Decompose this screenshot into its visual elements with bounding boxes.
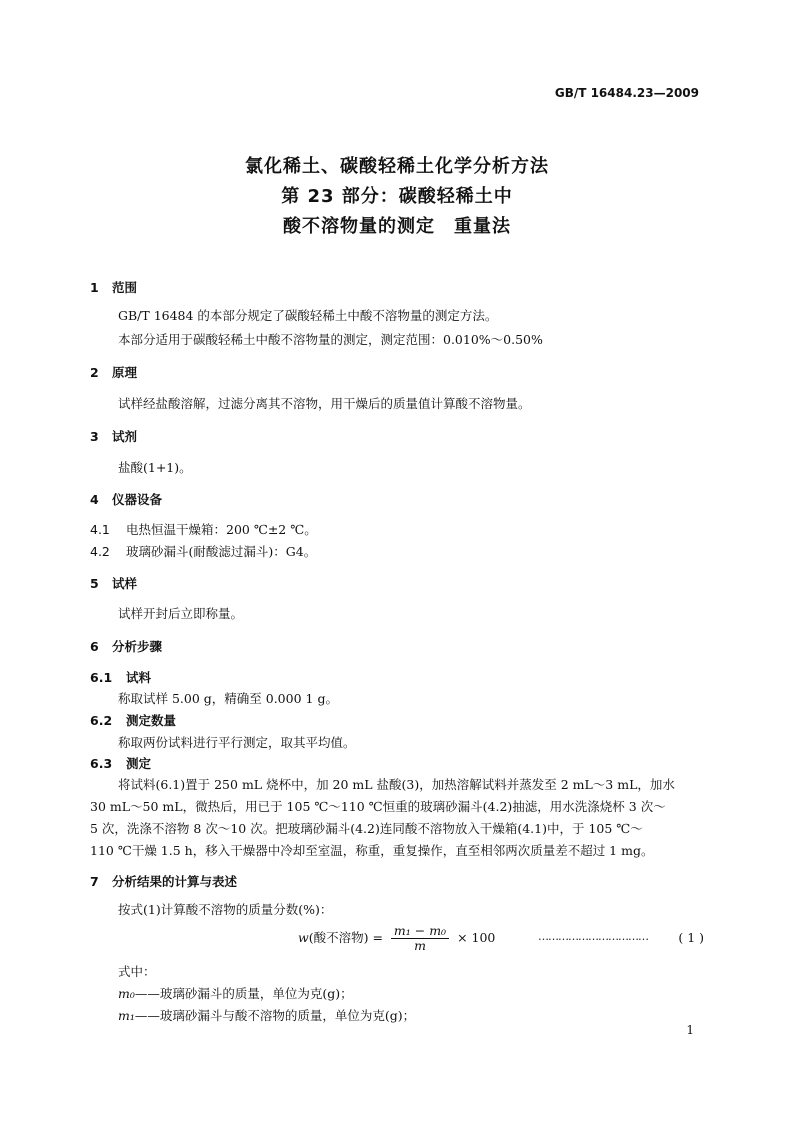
formula-leader-dots: …………………………… xyxy=(538,930,648,943)
subsection-number: 6.3 xyxy=(90,756,113,771)
section-2-paragraph: 试样经盐酸溶解，过滤分离其不溶物，用干燥后的质量值计算酸不溶物量。 xyxy=(118,396,531,411)
item-4-2 xyxy=(90,542,316,560)
subsection-6-3-line-2: 30 mL～50 mL，微热后，用已于 105 ℃～110 ℃恒重的玻璃砂漏斗(4.2)抽滤，用水洗涤烧杯 3 次～ xyxy=(90,799,666,814)
section-5-heading xyxy=(90,574,137,592)
subsection-6-3-heading xyxy=(90,754,151,772)
title-line-2: 第 23 部分：碳酸轻稀土中 xyxy=(281,186,513,207)
formula-label: ( 1 ) xyxy=(678,930,704,945)
variable-symbol: m₀ xyxy=(118,986,135,1001)
section-3-heading xyxy=(90,427,137,445)
formula-numerator: m₁ − m₀ xyxy=(391,924,449,939)
subsection-title: 测定 xyxy=(126,756,152,771)
item-number: 4.2 xyxy=(90,544,110,559)
subsection-title: 测定数量 xyxy=(126,713,177,728)
subsection-title: 试料 xyxy=(126,670,152,685)
item-text: 电热恒温干燥箱：200 ℃±2 ℃。 xyxy=(126,522,317,537)
section-5-paragraph: 试样开封后立即称量。 xyxy=(118,606,244,621)
section-title: 原理 xyxy=(112,365,138,380)
section-title: 试样 xyxy=(112,576,138,591)
section-1-paragraph-2: 本部分适用于碳酸轻稀土中酸不溶物量的测定，测定范围：0.010%～0.50% xyxy=(118,332,543,347)
section-title: 试剂 xyxy=(112,429,138,444)
subsection-6-3-line-1: 将试料(6.1)置于 250 mL 烧杯中，加 20 mL 盐酸(3)，加热溶解试料并蒸发至 2 mL～3 mL，加水 xyxy=(118,777,675,792)
section-title: 仪器设备 xyxy=(112,492,163,507)
where-label: 式中： xyxy=(118,964,156,979)
variable-description: ——玻璃砂漏斗的质量，单位为克(g)； xyxy=(134,986,353,1001)
subsection-number: 6.1 xyxy=(90,670,113,685)
item-number: 4.1 xyxy=(90,522,110,537)
section-number: 7 xyxy=(90,874,99,889)
section-1-paragraph-1: GB/T 16484 的本部分规定了碳酸轻稀土中酸不溶物量的测定方法。 xyxy=(118,308,498,323)
item-4-1 xyxy=(90,520,317,538)
variable-description: ——玻璃砂漏斗与酸不溶物的质量，单位为克(g)； xyxy=(134,1008,416,1023)
formula-1 xyxy=(298,924,495,953)
section-number: 6 xyxy=(90,639,99,654)
section-2-heading xyxy=(90,363,137,381)
section-title: 分析结果的计算与表述 xyxy=(112,874,238,889)
subsection-6-3-line-4: 110 ℃干燥 1.5 h，移入干燥器中冷却至室温，称重，重复操作，直至相邻两次质量差不超过 1 mg。 xyxy=(90,843,654,858)
section-title: 分析步骤 xyxy=(112,639,163,654)
subsection-6-1-text: 称取试样 5.00 g，精确至 0.000 1 g。 xyxy=(118,691,338,706)
formula-equals: = xyxy=(372,930,383,945)
item-text: 玻璃砂漏斗(耐酸滤过漏斗)：G4。 xyxy=(126,544,317,559)
formula-multiplier: × 100 xyxy=(457,930,496,945)
subsection-6-1-heading xyxy=(90,668,151,686)
section-7-intro: 按式(1)计算酸不溶物的质量分数(%)： xyxy=(118,902,333,917)
section-6-heading xyxy=(90,637,162,655)
section-title: 范围 xyxy=(112,280,138,295)
section-4-heading xyxy=(90,490,162,508)
subsection-6-2-text: 称取两份试料进行平行测定，取其平均值。 xyxy=(118,735,356,750)
section-number: 2 xyxy=(90,365,99,380)
formula-lhs-argument: (酸不溶物) xyxy=(308,930,369,945)
variable-m0-definition xyxy=(118,984,353,1002)
section-number: 4 xyxy=(90,492,99,507)
formula-denominator: m xyxy=(414,938,426,953)
section-number: 3 xyxy=(90,429,99,444)
page-number: 1 xyxy=(686,1023,694,1037)
subsection-number: 6.2 xyxy=(90,713,113,728)
section-7-heading xyxy=(90,872,237,890)
variable-symbol: m₁ xyxy=(118,1008,135,1023)
formula-lhs-variable: w xyxy=(298,930,309,945)
section-3-paragraph: 盐酸(1+1)。 xyxy=(118,460,192,475)
variable-m1-definition xyxy=(118,1006,415,1024)
formula-fraction xyxy=(391,924,449,953)
standard-number: GB/T 16484.23—2009 xyxy=(554,86,699,100)
title-line-3: 酸不溶物量的测定 重量法 xyxy=(283,216,511,237)
title-line-1: 氯化稀土、碳酸轻稀土化学分析方法 xyxy=(245,156,549,177)
subsection-6-3-line-3: 5 次，洗涤不溶物 8 次～10 次。把玻璃砂漏斗(4.2)连同酸不溶物放入干燥箱(4.1)中，于 105 ℃～ xyxy=(90,821,643,836)
subsection-6-2-heading xyxy=(90,711,176,729)
section-number: 1 xyxy=(90,280,99,295)
section-1-heading xyxy=(90,278,137,296)
section-number: 5 xyxy=(90,576,99,591)
